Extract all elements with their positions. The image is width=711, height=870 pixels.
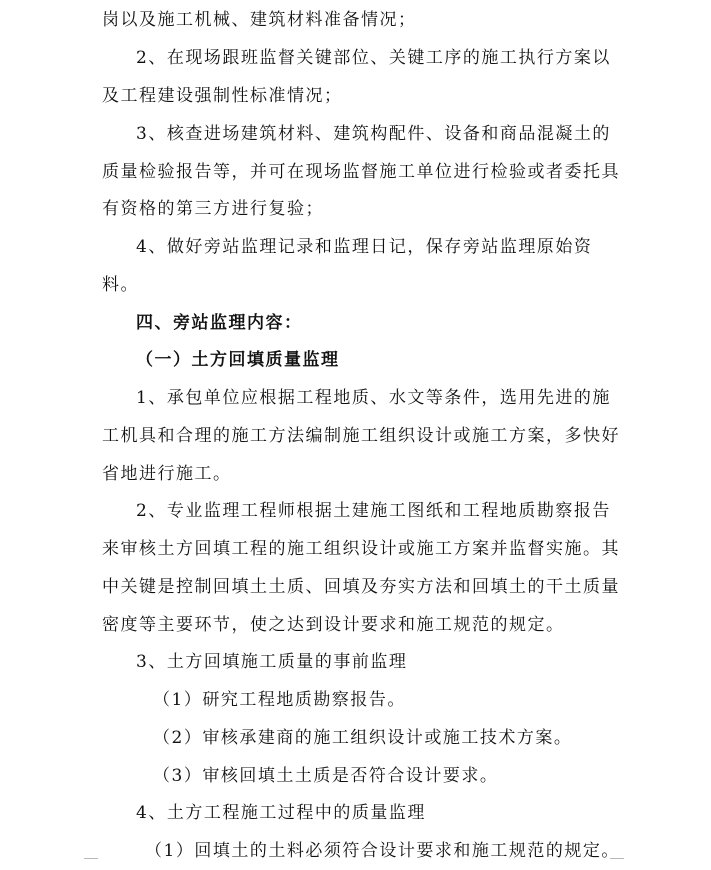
text-line-21: （3）审核回填土土质是否符合设计要求。	[153, 766, 499, 786]
text-line-5: 质量检验报告等，并可在现场监督施工单位进行检验或者委托具	[102, 162, 620, 182]
text-line-17: 密度等主要环节，使之达到设计要求和施工规范的规定。	[102, 615, 565, 635]
text-line-3: 及工程建设强制性标准情况；	[102, 86, 343, 106]
text-line-14: 2、专业监理工程师根据土建施工图纸和工程地质勘察报告	[136, 501, 611, 521]
text-line-6: 有资格的第三方进行复验；	[102, 199, 324, 219]
text-line-12: 工机具和合理的施工方法编制施工组织设计或施工方案，多快好	[102, 426, 620, 446]
section-heading: 四、旁站监理内容：	[136, 313, 303, 333]
text-line-16: 中关键是控制回填土土质、回填及夯实方法和回填土的干土质量	[102, 577, 620, 597]
corner-mark-bottom-left	[84, 858, 98, 869]
text-line-19: （1）研究工程地质勘察报告。	[153, 690, 406, 710]
text-line-4: 3、核查进场建筑材料、建筑构配件、设备和商品混凝土的	[136, 124, 611, 144]
text-line-22: 4、土方工程施工过程中的质量监理	[136, 803, 426, 823]
text-line-11: 1、承包单位应根据工程地质、水文等条件，选用先进的施	[136, 388, 611, 408]
text-line-23: （1）回填土的土料必须符合设计要求和施工规范的规定。	[145, 841, 620, 861]
text-line-8: 料。	[102, 275, 139, 295]
text-line-13: 省地进行施工。	[102, 464, 232, 484]
text-line-20: （2）审核承建商的施工组织设计或施工技术方案。	[153, 728, 573, 748]
text-line-1: 岗以及施工机械、建筑材料准备情况；	[102, 10, 417, 30]
text-line-18: 3、土方回填施工质量的事前监理	[136, 652, 408, 672]
text-line-7: 4、做好旁站监理记录和监理日记，保存旁站监理原始资	[136, 237, 593, 257]
subsection-heading: （一）土方回填质量监理	[136, 350, 340, 370]
text-line-2: 2、在现场跟班监督关键部位、关键工序的施工执行方案以	[136, 48, 611, 68]
text-line-15: 来审核土方回填工程的施工组织设计或施工方案并监督实施。其	[102, 539, 620, 559]
